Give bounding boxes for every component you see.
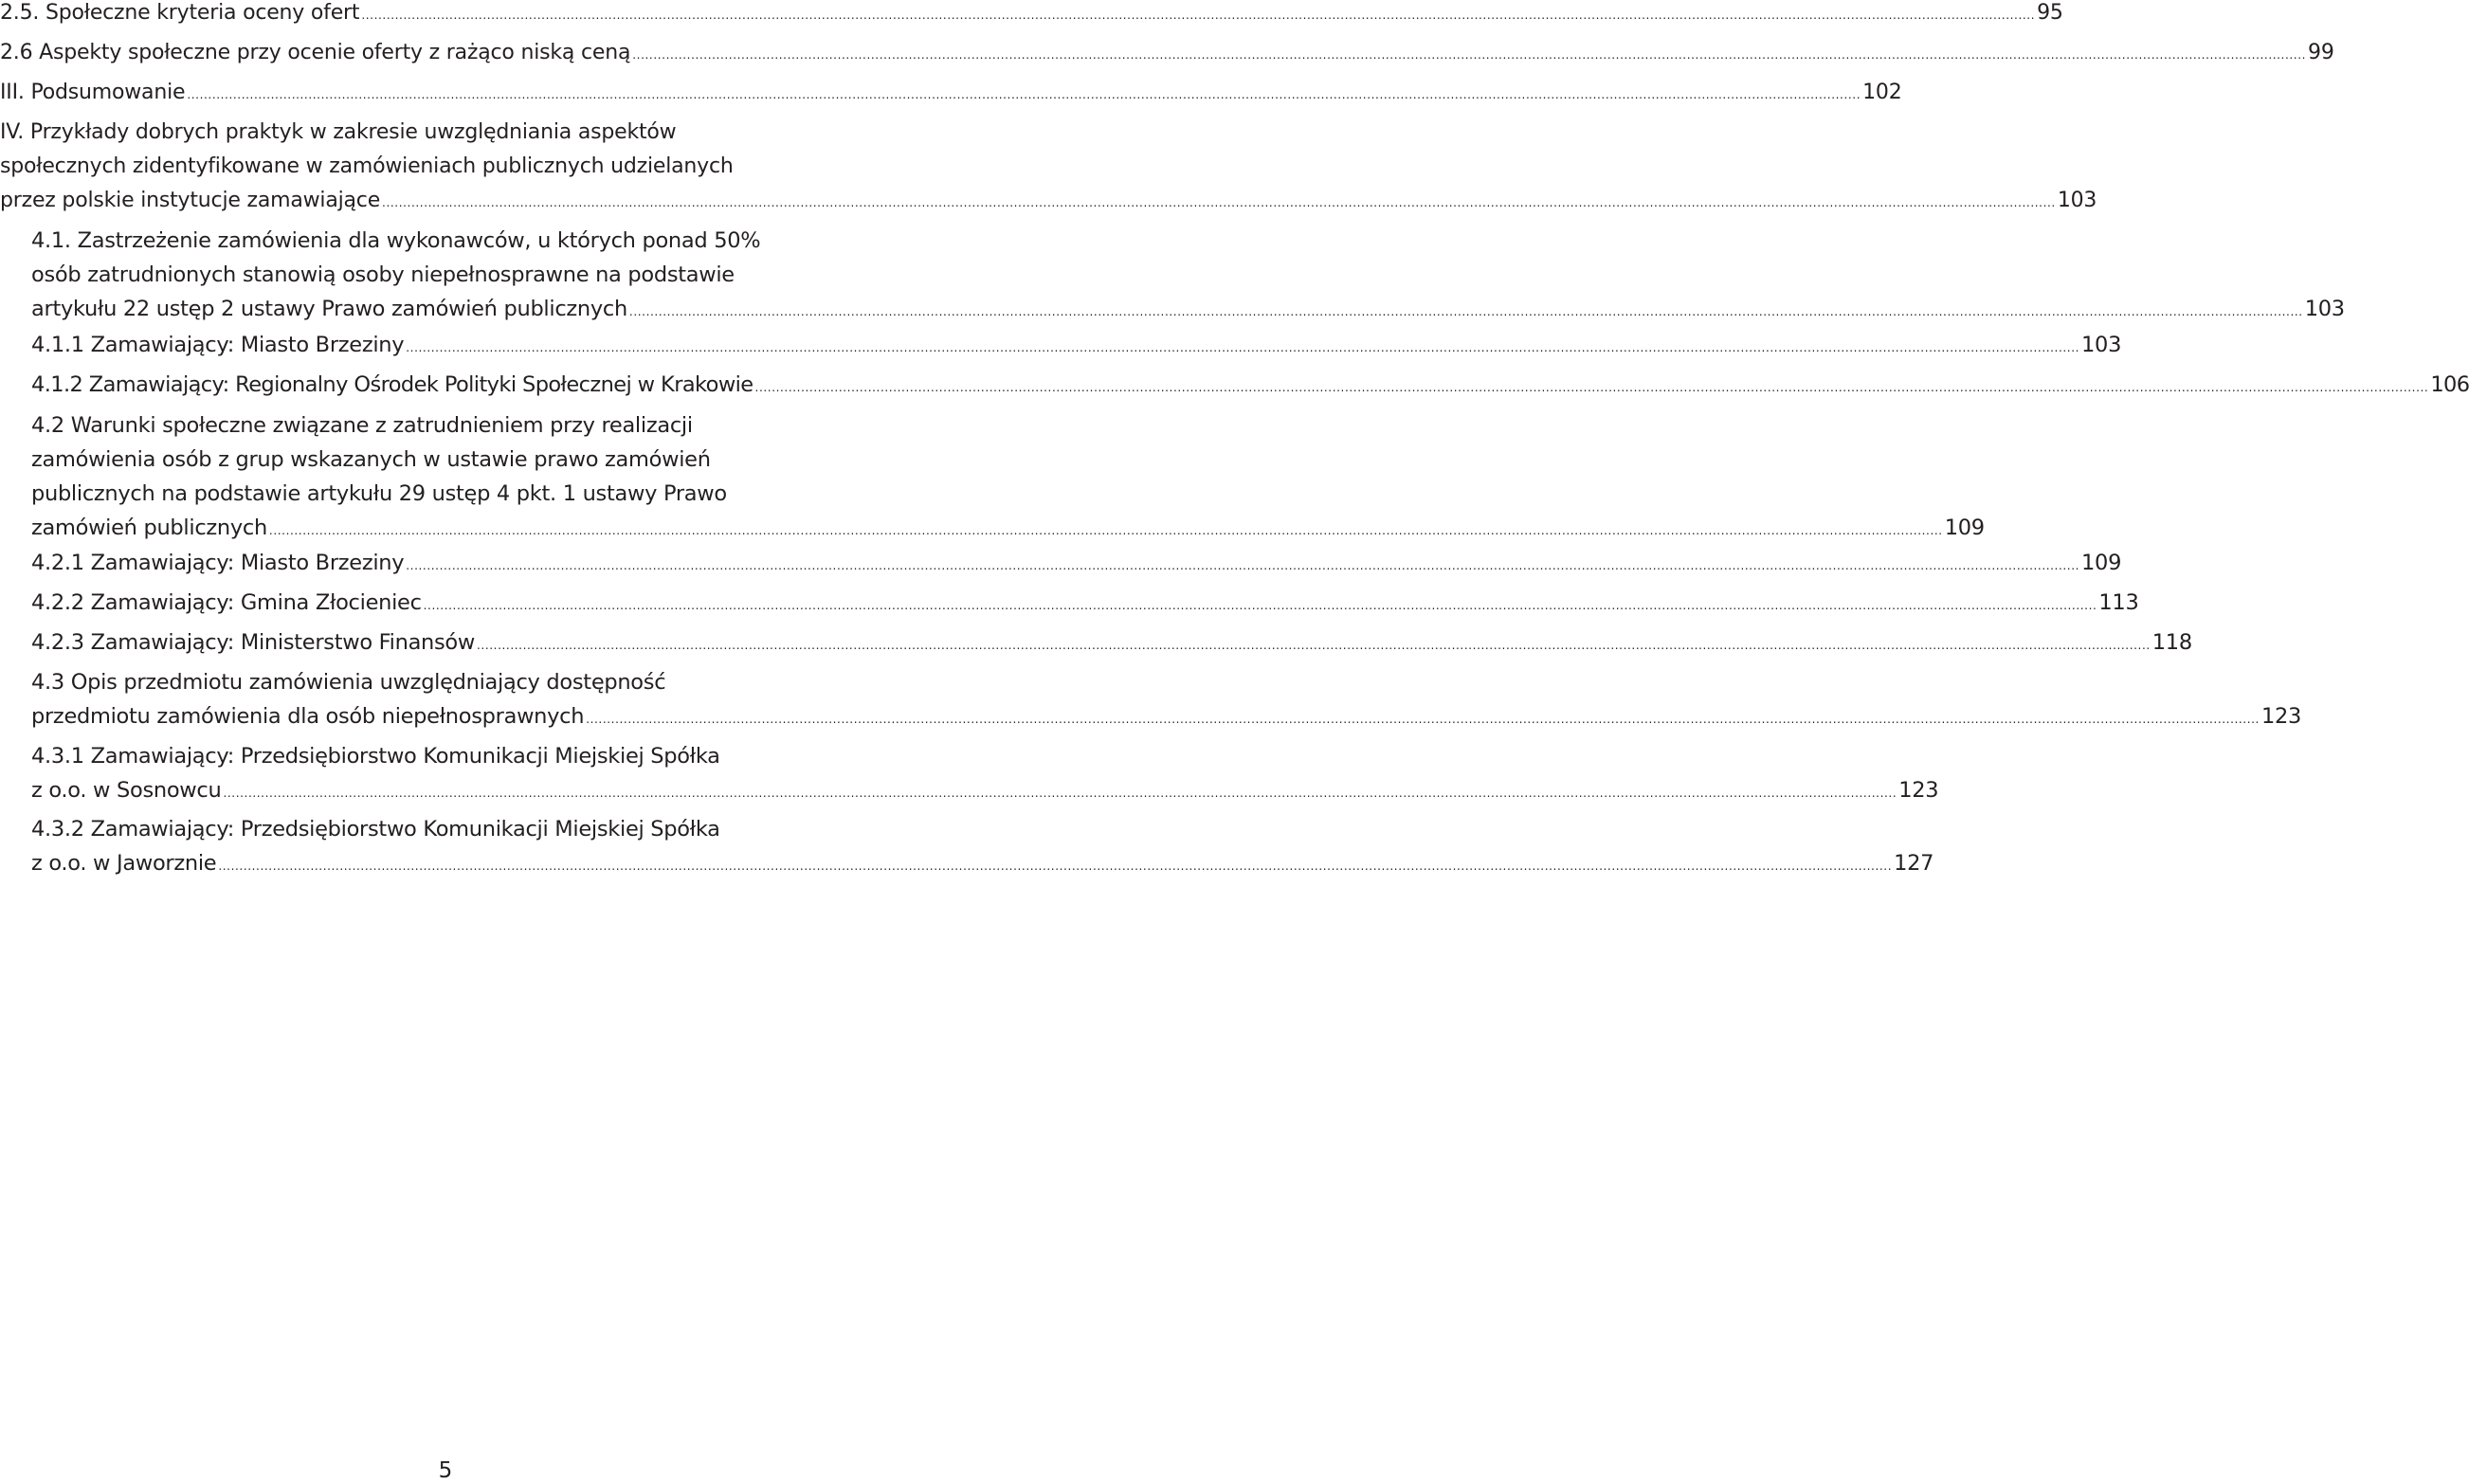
toc-page-number: 106 xyxy=(2430,372,2469,397)
toc-page-number: 123 xyxy=(2260,704,2302,729)
dot-leader: ................................................................................................................................................................................................................................................................................................................................................................................................................ xyxy=(423,599,2097,612)
toc-entry-title: 4.1.2 Zamawiający: Regionalny Ośrodek Polityki Społecznej w Krakowie xyxy=(31,372,753,397)
toc-line xyxy=(31,408,905,443)
toc-entry-title: 4.3.1 Zamawiający: Przedsiębiorstwo Komunikacji Miejskiej Spółka xyxy=(31,744,720,769)
dot-leader: ................................................................................................................................................................................................................................................................................................................................................................................................................ xyxy=(382,196,2056,209)
toc-line xyxy=(31,812,905,846)
toc-line xyxy=(31,443,905,477)
toc-entry-title: publicznych na podstawie artykułu 29 ustęp 4 pkt. 1 ustawy Prawo xyxy=(31,481,727,506)
toc-entry-title: zamówień publicznych xyxy=(31,516,267,540)
dot-leader: ................................................................................................................................................................................................................................................................................................................................................................................................................ xyxy=(754,381,2429,394)
toc-entry-title: 4.2 Warunki społeczne związane z zatrudnieniem przy realizacji xyxy=(31,413,693,438)
toc-entry[interactable] xyxy=(31,665,2302,733)
toc-page-number: 103 xyxy=(2057,189,2097,212)
toc-page-number: 103 xyxy=(2304,297,2345,321)
toc-page-number: 103 xyxy=(2081,333,2122,357)
toc-line xyxy=(31,773,1939,807)
toc-entry-title: przez polskie instytucje zamawiające xyxy=(0,189,381,212)
toc-entry-title: 4.3 Opis przedmiotu zamówienia uwzględniający dostępność xyxy=(31,670,666,695)
toc-entry[interactable] xyxy=(31,739,1939,807)
dot-leader: ................................................................................................................................................................................................................................................................................................................................................................................................................ xyxy=(187,88,1861,101)
toc-line xyxy=(31,699,2302,733)
page-number: 5 xyxy=(438,1458,453,1483)
toc-line xyxy=(0,0,2063,30)
toc-line xyxy=(31,665,905,699)
toc-page-number: 123 xyxy=(1898,778,1939,803)
dot-leader: ................................................................................................................................................................................................................................................................................................................................................................................................................ xyxy=(406,341,2080,354)
toc-line xyxy=(0,150,905,184)
toc-page-number: 109 xyxy=(2081,551,2122,575)
toc-page-number: 118 xyxy=(2151,630,2192,655)
dot-leader: ................................................................................................................................................................................................................................................................................................................................................................................................................ xyxy=(223,787,1897,800)
toc-line xyxy=(31,328,2122,362)
toc-line xyxy=(0,184,2097,218)
toc-page-number: 102 xyxy=(1862,81,1902,104)
toc-entry-title: społecznych zidentyfikowane w zamówieniach publicznych udzielanych xyxy=(0,154,734,178)
toc-entry-title: przedmiotu zamówienia dla osób niepełnosprawnych xyxy=(31,704,585,729)
toc-entry[interactable] xyxy=(31,812,1934,880)
toc-line xyxy=(31,368,2469,402)
dot-leader: ................................................................................................................................................................................................................................................................................................................................................................................................................ xyxy=(586,713,2260,726)
toc-entry-title: zamówienia osób z grup wskazanych w ustawie prawo zamówień xyxy=(31,447,711,472)
toc-entry[interactable] xyxy=(31,328,2122,362)
toc-entry-title: z o.o. w Sosnowcu xyxy=(31,778,222,803)
toc-line xyxy=(31,511,1985,545)
dot-leader: ................................................................................................................................................................................................................................................................................................................................................................................................................ xyxy=(268,524,1943,537)
dot-leader: ................................................................................................................................................................................................................................................................................................................................................................................................................ xyxy=(628,305,2303,318)
toc-line xyxy=(31,586,2139,620)
toc-line xyxy=(31,258,905,292)
toc-page-number: 127 xyxy=(1894,851,1934,876)
dot-leader: ................................................................................................................................................................................................................................................................................................................................................................................................................ xyxy=(406,559,2080,572)
dot-leader: ................................................................................................................................................................................................................................................................................................................................................................................................................ xyxy=(218,860,1893,873)
toc-entry[interactable] xyxy=(31,408,1985,545)
toc-line xyxy=(31,224,905,258)
toc-entry-title: artykułu 22 ustęp 2 ustawy Prawo zamówień publicznych xyxy=(31,297,627,321)
toc-line xyxy=(0,36,2334,70)
toc-line xyxy=(31,846,1934,880)
toc-entry[interactable] xyxy=(0,116,2097,218)
toc-entry-title: III. Podsumowanie xyxy=(0,81,186,104)
dot-leader: ................................................................................................................................................................................................................................................................................................................................................................................................................ xyxy=(361,9,2036,22)
toc-page-number: 109 xyxy=(1944,516,1985,540)
toc-line xyxy=(31,625,2192,660)
toc-entry-title: 4.2.1 Zamawiający: Miasto Brzeziny xyxy=(31,551,405,575)
toc-line xyxy=(0,76,1902,110)
toc-line xyxy=(0,116,905,150)
toc-page-number: 95 xyxy=(2037,1,2063,25)
toc-entry[interactable] xyxy=(31,546,2122,580)
toc-line xyxy=(31,739,905,773)
toc-page-number: 113 xyxy=(2098,590,2139,615)
toc-entry[interactable] xyxy=(31,224,2345,326)
toc-entry-title: z o.o. w Jaworznie xyxy=(31,851,217,876)
toc-entry-title: 4.2.2 Zamawiający: Gmina Złocieniec xyxy=(31,590,422,615)
toc-line xyxy=(31,546,2122,580)
toc-entry-title: 4.1.1 Zamawiający: Miasto Brzeziny xyxy=(31,333,405,357)
toc-entry-title: IV. Przykłady dobrych praktyk w zakresie uwzględniania aspektów xyxy=(0,120,677,144)
toc-entry[interactable] xyxy=(31,625,2192,660)
toc-line xyxy=(31,477,905,511)
toc-entry-title: 4.2.3 Zamawiający: Ministerstwo Finansów xyxy=(31,630,476,655)
toc-entry-title: 2.5. Społeczne kryteria oceny ofert xyxy=(0,1,360,25)
toc-entry[interactable] xyxy=(31,368,2469,402)
toc-entry-title: osób zatrudnionych stanowią osoby niepełnosprawne na podstawie xyxy=(31,262,735,287)
toc-entry-title: 4.3.2 Zamawiający: Przedsiębiorstwo Komunikacji Miejskiej Spółka xyxy=(31,817,720,842)
toc-page-number: 99 xyxy=(2308,41,2334,64)
toc-entry[interactable] xyxy=(0,76,1902,110)
toc-entry[interactable] xyxy=(0,0,2063,30)
toc-entry-title: 2.6 Aspekty społeczne przy ocenie oferty z rażąco niską ceną xyxy=(0,41,631,64)
dot-leader: ................................................................................................................................................................................................................................................................................................................................................................................................................ xyxy=(477,639,2151,652)
dot-leader: ................................................................................................................................................................................................................................................................................................................................................................................................................ xyxy=(632,48,2307,62)
toc-entry[interactable] xyxy=(0,36,2334,70)
toc-line xyxy=(31,292,2345,326)
toc-entry-title: 4.1. Zastrzeżenie zamówienia dla wykonawców, u których ponad 50% xyxy=(31,228,761,253)
toc-entry[interactable] xyxy=(31,586,2139,620)
